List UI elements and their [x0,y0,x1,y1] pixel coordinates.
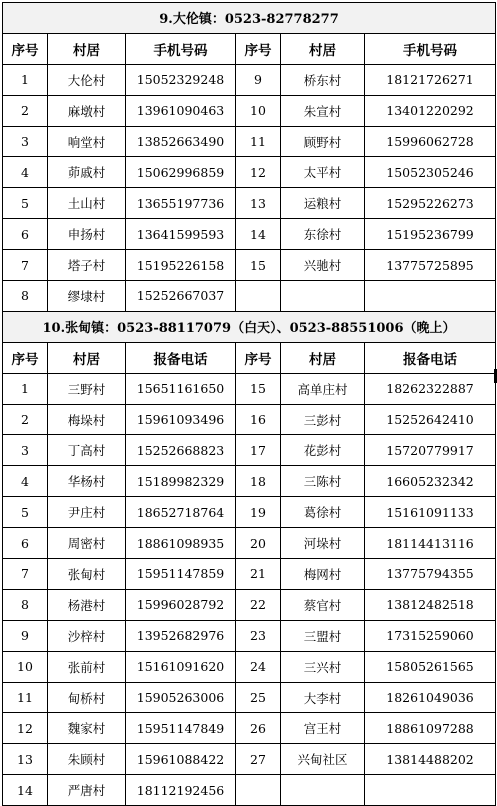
table-row [3,528,496,559]
row-number: 19 [236,497,281,528]
phone-number: 15252642410 [365,404,496,435]
phone-number: 13401220292 [365,95,496,126]
table-row [3,744,496,775]
phone-number: 13655197736 [126,188,236,219]
phone-number: 15651161650 [126,373,236,404]
phone-number: 13641599593 [126,219,236,250]
table-row [3,64,496,95]
row-number: 18 [236,466,281,497]
phone-number: 18261049036 [365,682,496,713]
row-number: 26 [236,713,281,744]
phone-number: 17315259060 [365,620,496,651]
village-name: 三盟村 [281,620,365,651]
row-number: 14 [3,775,48,806]
village-name: 塔子村 [48,250,126,281]
table-row [3,250,496,281]
village-name: 河垛村 [281,528,365,559]
phone-number: 15805261565 [365,651,496,682]
column-header: 报备电话 [126,342,236,373]
phone-number: 15996028792 [126,589,236,620]
phone-number: 15961093496 [126,404,236,435]
phone-number: 15195226158 [126,250,236,281]
row-number: 16 [236,404,281,435]
table-row [3,682,496,713]
village-name: 梅垛村 [48,404,126,435]
row-number: 23 [236,620,281,651]
row-number: 17 [236,435,281,466]
village-name: 张甸村 [48,559,126,590]
phone-number: 18861098935 [126,528,236,559]
village-name: 魏家村 [48,713,126,744]
village-name: 运粮村 [281,188,365,219]
table-row [3,589,496,620]
village-name: 华杨村 [48,466,126,497]
row-number: 15 [236,373,281,404]
village-name: 葛徐村 [281,497,365,528]
table-row [3,95,496,126]
row-number: 22 [236,589,281,620]
row-number: 3 [3,435,48,466]
table-row [3,620,496,651]
column-header: 序号 [3,33,48,64]
village-name: 花彭村 [281,435,365,466]
village-name: 顾野村 [281,126,365,157]
village-name: 周密村 [48,528,126,559]
village-name: 沙梓村 [48,620,126,651]
row-number: 14 [236,219,281,250]
row-number: 10 [3,651,48,682]
section-title-row [3,3,496,34]
row-number: 2 [3,95,48,126]
row-number: 15 [236,250,281,281]
section-title-row [3,311,496,342]
table-row [3,404,496,435]
phone-number: 16605232342 [365,466,496,497]
village-name: 缪埭村 [48,281,126,312]
phone-number [365,281,496,312]
phone-number: 13814488202 [365,744,496,775]
table-row [3,497,496,528]
row-number: 1 [3,373,48,404]
village-name: 宫王村 [281,713,365,744]
row-number: 7 [3,250,48,281]
table-row [3,713,496,744]
phone-number: 15189982329 [126,466,236,497]
phone-number: 15996062728 [365,126,496,157]
table-row [3,373,496,404]
village-name: 麻墩村 [48,95,126,126]
table-row [3,466,496,497]
phone-number: 15295226273 [365,188,496,219]
row-number: 25 [236,682,281,713]
village-name: 三兴村 [281,651,365,682]
table-header-row [3,342,496,373]
phone-number: 15905263006 [126,682,236,713]
row-number: 8 [3,589,48,620]
village-name: 大伦村 [48,64,126,95]
contact-table [2,2,496,806]
phone-number: 15161091620 [126,651,236,682]
section-title: 9.大伦镇：0523-82778277 [3,3,496,34]
row-number: 11 [3,682,48,713]
row-number: 5 [3,188,48,219]
column-header: 手机号码 [365,33,496,64]
row-number: 5 [3,497,48,528]
phone-number: 13812482518 [365,589,496,620]
row-number: 27 [236,744,281,775]
row-number: 12 [3,713,48,744]
village-name: 东徐村 [281,219,365,250]
table-row [3,775,496,806]
row-number: 13 [236,188,281,219]
village-name: 朱顾村 [48,744,126,775]
phone-number: 15951147859 [126,559,236,590]
phone-number: 15052329248 [126,64,236,95]
row-number: 4 [3,157,48,188]
row-number: 7 [3,559,48,590]
village-name: 申扬村 [48,219,126,250]
table-row [3,188,496,219]
column-header: 村居 [48,33,126,64]
section-title: 10.张甸镇：0523-88117079（白天）、0523-88551006（晚上） [3,311,496,342]
phone-number: 15252668823 [126,435,236,466]
row-number: 9 [236,64,281,95]
row-number: 12 [236,157,281,188]
phone-number [365,775,496,806]
column-header: 序号 [236,342,281,373]
village-name: 严唐村 [48,775,126,806]
village-name: 大李村 [281,682,365,713]
row-number: 8 [3,281,48,312]
row-number: 24 [236,651,281,682]
row-number: 1 [3,64,48,95]
village-name: 张前村 [48,651,126,682]
village-name: 兴驰村 [281,250,365,281]
table-header-row [3,33,496,64]
village-name: 梅网村 [281,559,365,590]
column-header: 序号 [236,33,281,64]
village-name: 高单庄村 [281,373,365,404]
village-name: 甸桥村 [48,682,126,713]
row-number: 2 [3,404,48,435]
column-header: 序号 [3,342,48,373]
phone-number: 15161091133 [365,497,496,528]
village-name: 茆戚村 [48,157,126,188]
village-name: 三陈村 [281,466,365,497]
phone-number: 13775725895 [365,250,496,281]
village-name: 桥东村 [281,64,365,95]
row-number: 21 [236,559,281,590]
row-number [236,775,281,806]
row-number: 20 [236,528,281,559]
phone-number: 18114413116 [365,528,496,559]
table-row [3,219,496,250]
row-number [236,281,281,312]
phone-number: 13961090463 [126,95,236,126]
village-name: 响堂村 [48,126,126,157]
village-name [281,775,365,806]
phone-number: 15961088422 [126,744,236,775]
table-row [3,281,496,312]
row-number: 11 [236,126,281,157]
phone-number: 15052305246 [365,157,496,188]
column-header: 手机号码 [126,33,236,64]
village-name: 三彭村 [281,404,365,435]
village-name: 三野村 [48,373,126,404]
row-number: 13 [3,744,48,775]
table-row [3,559,496,590]
phone-number: 18652718764 [126,497,236,528]
phone-number: 13952682976 [126,620,236,651]
column-header: 村居 [281,33,365,64]
phone-number: 18112192456 [126,775,236,806]
phone-number: 15720779917 [365,435,496,466]
phone-number: 15951147849 [126,713,236,744]
village-name: 杨港村 [48,589,126,620]
row-number: 6 [3,528,48,559]
phone-number: 15195236799 [365,219,496,250]
village-name: 土山村 [48,188,126,219]
table-row [3,157,496,188]
row-number: 4 [3,466,48,497]
village-name: 尹庄村 [48,497,126,528]
village-name: 蔡官村 [281,589,365,620]
village-name [281,281,365,312]
village-name: 太平村 [281,157,365,188]
table-row [3,651,496,682]
row-number: 3 [3,126,48,157]
row-number: 9 [3,620,48,651]
phone-number: 18861097288 [365,713,496,744]
phone-number: 15252667037 [126,281,236,312]
row-number: 6 [3,219,48,250]
phone-number: 15062996859 [126,157,236,188]
phone-number: 18121726271 [365,64,496,95]
column-header: 村居 [48,342,126,373]
table-row [3,435,496,466]
column-header: 报备电话 [365,342,496,373]
village-name: 兴甸社区 [281,744,365,775]
phone-number: 18262322887 [365,373,496,404]
village-name: 丁高村 [48,435,126,466]
row-number: 10 [236,95,281,126]
table-row [3,126,496,157]
village-name: 朱宣村 [281,95,365,126]
column-header: 村居 [281,342,365,373]
phone-number: 13852663490 [126,126,236,157]
phone-number: 13775794355 [365,559,496,590]
